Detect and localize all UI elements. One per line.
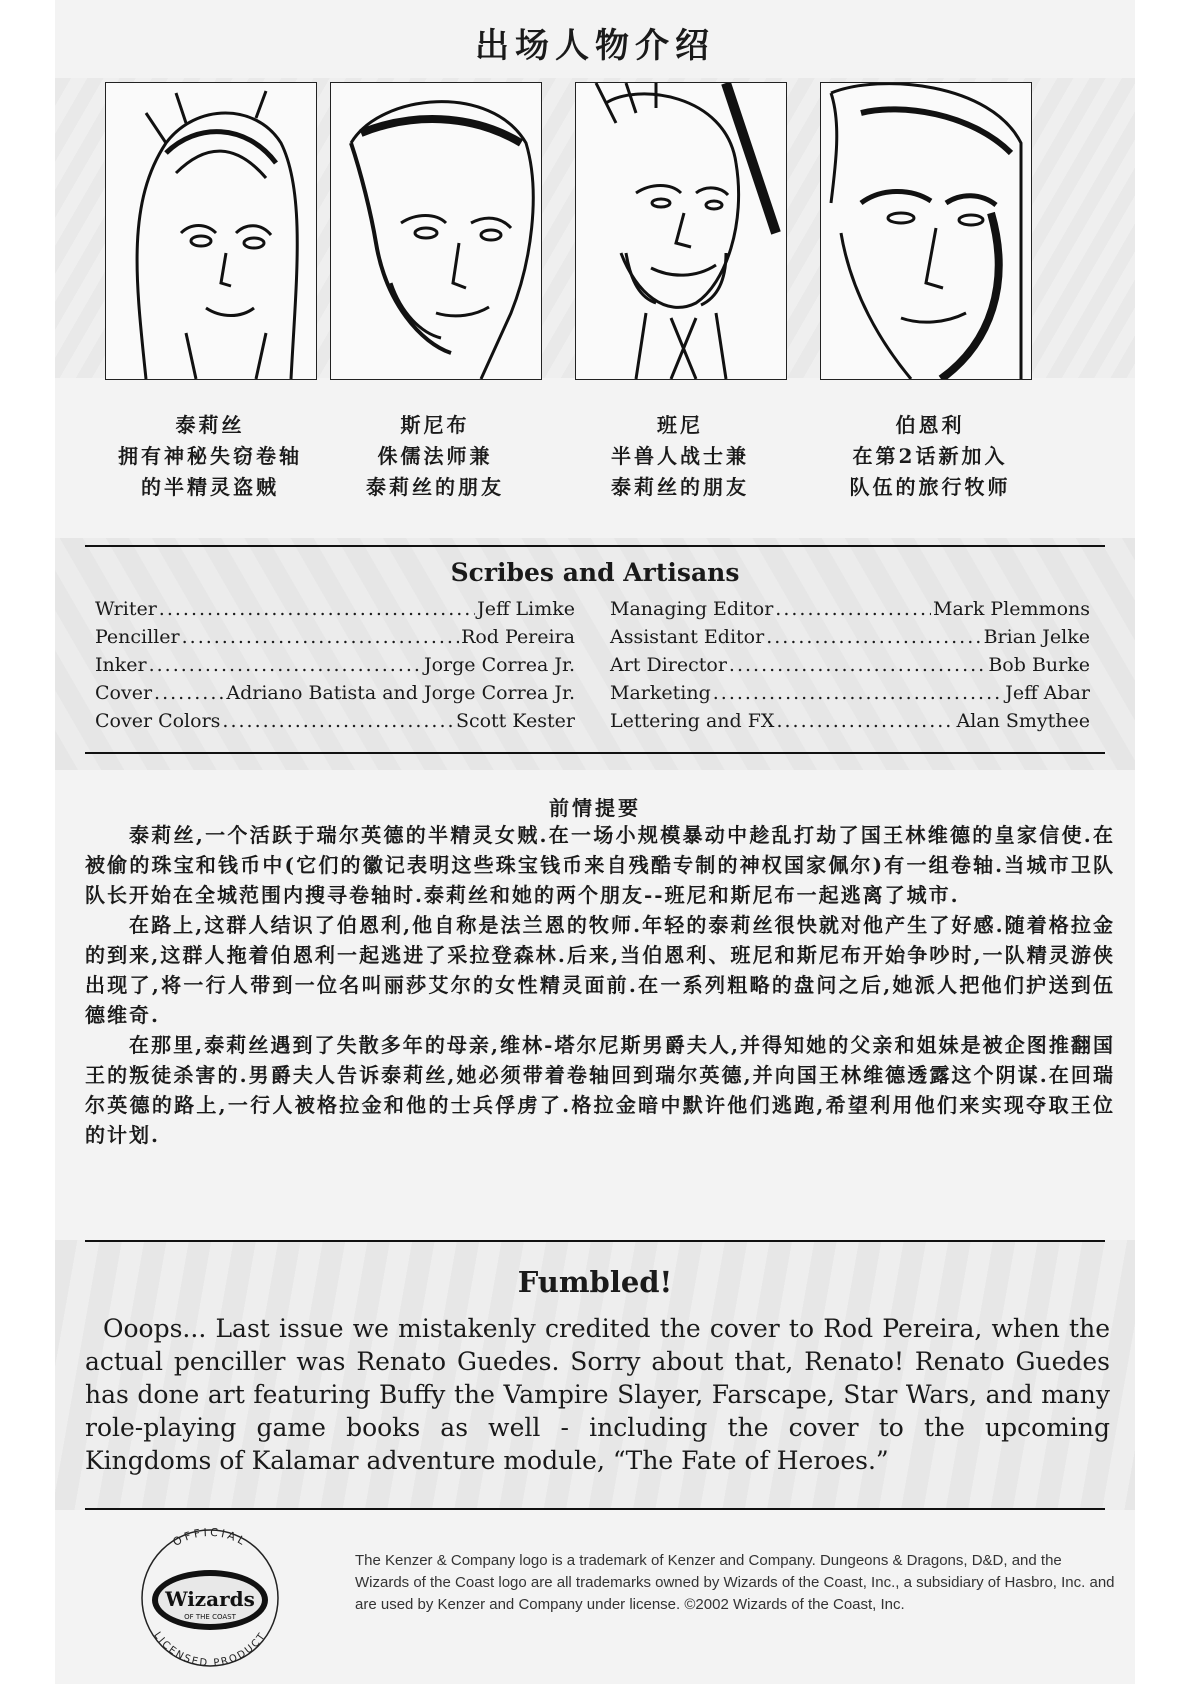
page <box>55 0 1135 1684</box>
character-name: 班尼 <box>657 413 703 437</box>
character-desc-line1: 拥有神秘失窃卷轴 <box>118 444 302 468</box>
logo-sub: OF THE COAST <box>184 1613 236 1621</box>
credit-row <box>610 682 1090 710</box>
credit-name: Scott Kester <box>455 710 575 732</box>
synopsis-paragraph: 在路上,这群人结识了伯恩利,他自称是法兰恩的牧师.年轻的泰莉丝很快就对他产生了好感.随着格拉金的到来,这群人拖着伯恩利一起逃进了采拉登森林.后来,当伯恩利、班尼和斯尼布开始争吵时,一队精灵游侠出现了,将一行人带到一位名叫丽莎艾尔的女性精灵面前.在一系列粗略的盘问之后,她派人把他们护送到伍德维奇. <box>85 913 1115 1027</box>
character-desc-line2: 泰莉丝的朋友 <box>366 475 504 499</box>
page-title: 出场人物介绍 <box>475 26 715 66</box>
portrait-snib <box>330 82 542 380</box>
divider <box>85 1240 1105 1242</box>
credit-row <box>95 598 575 626</box>
credits-heading: Scribes and Artisans <box>450 558 740 587</box>
credit-role: Cover <box>95 682 153 704</box>
character-desc-line1: 半兽人战士兼 <box>611 444 749 468</box>
credit-name: Bob Burke <box>988 654 1090 676</box>
credit-role: Penciller <box>95 626 180 648</box>
credit-row <box>95 626 575 654</box>
synopsis-heading: 前情提要 <box>549 796 641 820</box>
logo-bottom-text: LICENSED PRODUCT <box>151 1630 269 1668</box>
credit-role: Art Director <box>610 654 727 676</box>
fumbled-heading: Fumbled! <box>517 1265 673 1299</box>
credit-role: Marketing <box>610 682 711 704</box>
character-desc-line2: 泰莉丝的朋友 <box>611 475 749 499</box>
credit-role: Inker <box>95 654 147 676</box>
credit-row <box>610 710 1090 738</box>
character-desc-line2: 的半精灵盗贼 <box>141 475 279 499</box>
portrait-benny <box>575 82 787 380</box>
credit-role: Assistant Editor <box>610 626 765 648</box>
credit-role: Writer <box>95 598 157 620</box>
credit-row <box>95 682 575 710</box>
synopsis-body <box>85 820 1115 1150</box>
credit-name: Jeff Abar <box>1005 682 1090 704</box>
credit-role: Cover Colors <box>95 710 221 732</box>
character-name: 伯恩利 <box>895 413 965 437</box>
character-name: 斯尼布 <box>400 413 470 437</box>
credit-role: Managing Editor <box>610 598 774 620</box>
character-desc-line2: 队伍的旅行牧师 <box>849 475 1011 499</box>
caption-snib <box>310 410 560 503</box>
synopsis-paragraph: 在那里,泰莉丝遇到了失散多年的母亲,维林-塔尔尼斯男爵夫人,并得知她的父亲和姐妹是被企图推翻国王的叛徒杀害的.男爵夫人告诉泰莉丝,她必须带着卷轴回到瑞尔英德,并向国王林维德透露这个阴谋.在回瑞尔英德的路上,一行人被格拉金和他的士兵俘虏了.格拉金暗中默许他们逃跑,希望利用他们来实现夺取王位的计划. <box>85 1033 1115 1147</box>
credit-row <box>95 710 575 738</box>
credit-name: Rod Pereira <box>461 626 575 648</box>
character-desc-line1: 侏儒法师兼 <box>377 444 493 468</box>
credit-name: Alan Smythee <box>956 710 1090 732</box>
logo-top-text: OFFICIAL <box>170 1528 250 1549</box>
portrait-tallis <box>105 82 317 380</box>
legal-notice: The Kenzer & Company logo is a trademark of Kenzer and Company. Dungeons & Dragons, D&D, and the Wizards of the Coast logo are all trademarks owned by Wizards of the Coast, Inc., a subsidiary of Hasbro, Inc. and are used by Kenzer and Company under license. ©2002 Wizards of the Coast, Inc. <box>355 1552 1115 1613</box>
credit-row <box>610 654 1090 682</box>
credit-name: Mark Plemmons <box>933 598 1090 620</box>
character-desc-line1: 在第2话新加入 <box>852 444 1008 468</box>
character-name: 泰莉丝 <box>175 413 245 437</box>
credit-name: Jeff Limke <box>477 598 575 620</box>
divider <box>85 1508 1105 1510</box>
credit-name: Jorge Correa Jr. <box>424 654 575 676</box>
credit-name: Brian Jelke <box>983 626 1090 648</box>
portrait-burnley <box>820 82 1032 380</box>
credit-name: Adriano Batista and Jorge Correa Jr. <box>226 682 575 704</box>
credit-row <box>610 598 1090 626</box>
divider <box>85 545 1105 547</box>
divider <box>85 752 1105 754</box>
caption-tallis <box>85 410 335 503</box>
synopsis-paragraph: 泰莉丝,一个活跃于瑞尔英德的半精灵女贼.在一场小规模暴动中趁乱打劫了国王林维德的皇家信使.在被偷的珠宝和钱币中(它们的徽记表明这些珠宝钱币来自残酷专制的神权国家佩尔)有一组卷轴.当城市卫队队长开始在全城范围内搜寻卷轴时.泰莉丝和她的两个朋友--班尼和斯尼布一起逃离了城市. <box>85 823 1115 907</box>
logo-name: Wizards <box>165 1587 255 1611</box>
caption-benny <box>555 410 805 503</box>
caption-burnley <box>805 410 1055 503</box>
credit-row <box>95 654 575 682</box>
wizards-licensed-logo <box>130 1528 290 1668</box>
fumbled-body: Ooops... Last issue we mistakenly credited the cover to Rod Pereira, when the actual penciller was Renato Guedes. Sorry about that, Renato! Renato Guedes has done art featuring Buffy the Vampire Slayer, Farscape, Star Wars, and many role-playing game books as well - including the cover to the upcoming Kingdoms of Kalamar adventure module, “The Fate of Heroes.” <box>85 1314 1110 1475</box>
credit-row <box>610 626 1090 654</box>
credits-right-column <box>610 598 1090 738</box>
credits-left-column <box>95 598 575 738</box>
credit-role: Lettering and FX <box>610 710 775 732</box>
